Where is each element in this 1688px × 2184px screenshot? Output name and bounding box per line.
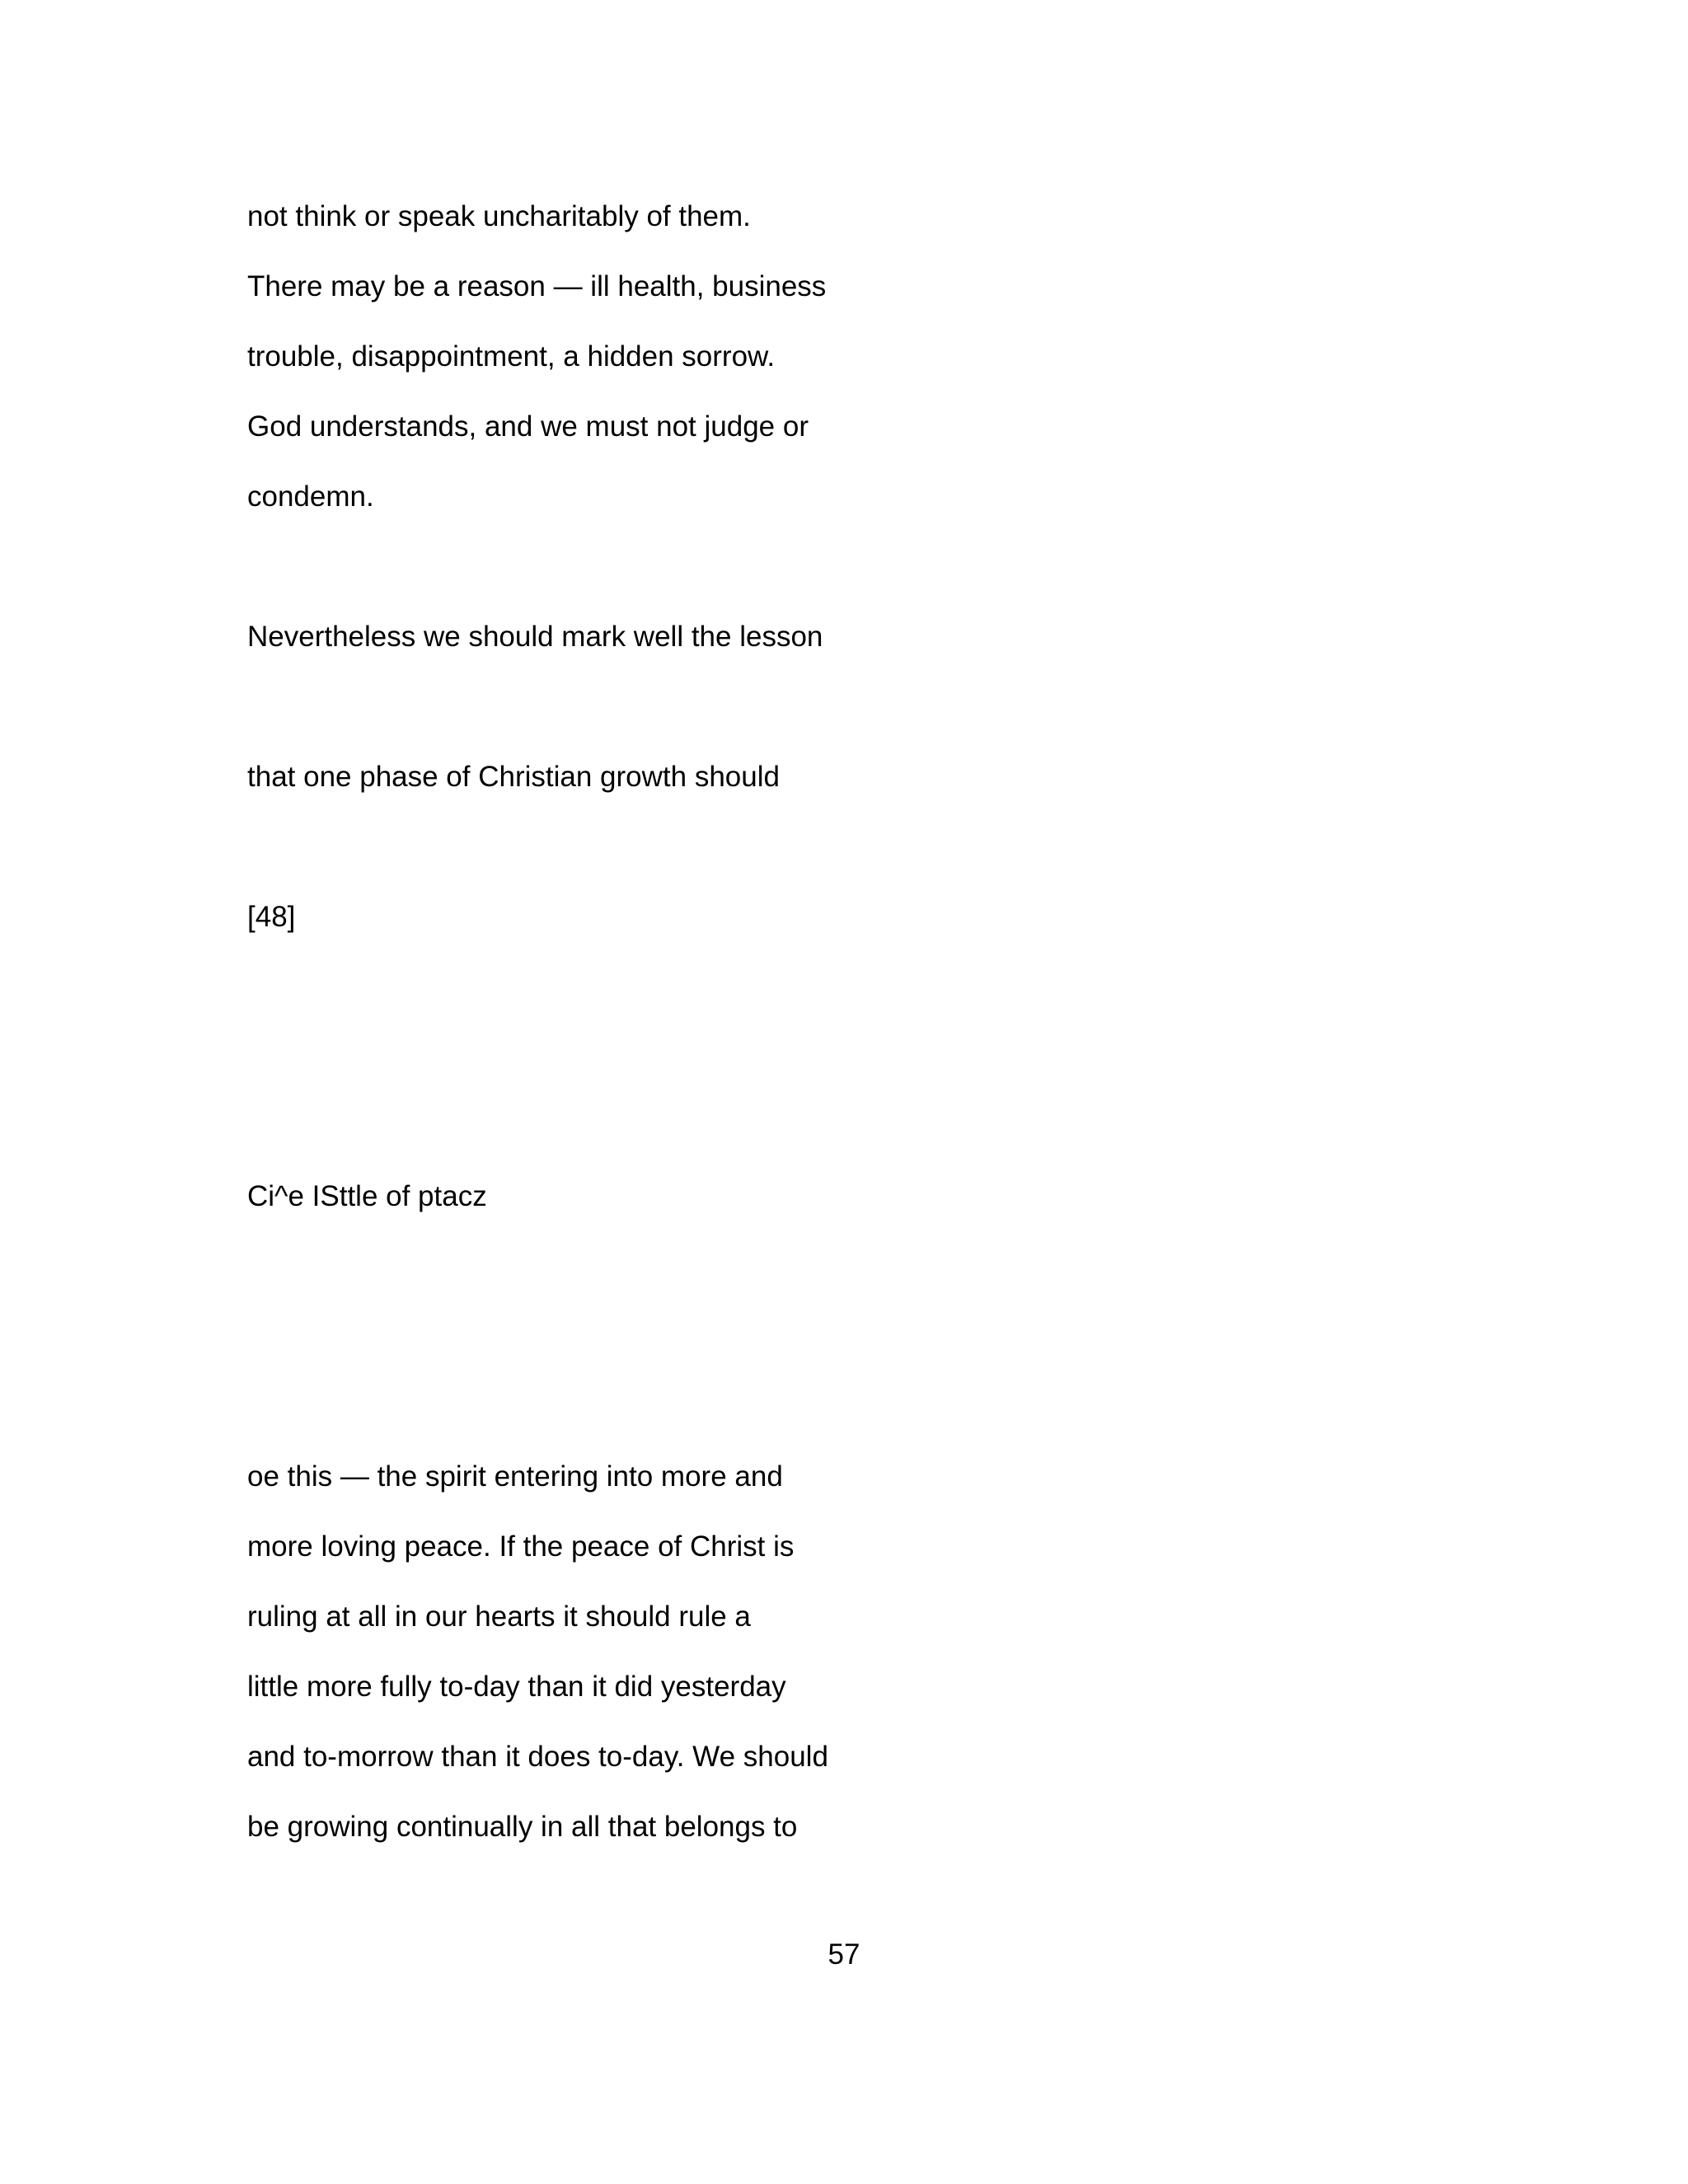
text-line: little more fully to-day than it did yesterday: [247, 1671, 786, 1703]
text-line: that one phase of Christian growth should: [247, 761, 780, 793]
page-number: 57: [828, 1938, 860, 1971]
text-line: oe this — the spirit entering into more and: [247, 1460, 783, 1493]
text-line: not think or speak uncharitably of them.: [247, 200, 751, 232]
text-line: There may be a reason — ill health, business: [247, 270, 827, 302]
text-line: God understands, and we must not judge or: [247, 410, 809, 443]
text-line: condemn.: [247, 480, 374, 513]
original-page-marker: [48]: [247, 901, 296, 933]
text-line: trouble, disappointment, a hidden sorrow.: [247, 340, 776, 373]
running-header: Ci^e ISttle of ptacz: [247, 1180, 487, 1212]
text-line: and to-morrow than it does to-day. We should: [247, 1741, 828, 1773]
text-line: be growing continually in all that belongs to: [247, 1811, 798, 1843]
text-line: more loving peace. If the peace of Christ is: [247, 1530, 795, 1563]
text-line: ruling at all in our hearts it should rule a: [247, 1601, 751, 1633]
text-line: Nevertheless we should mark well the lesson: [247, 621, 823, 653]
